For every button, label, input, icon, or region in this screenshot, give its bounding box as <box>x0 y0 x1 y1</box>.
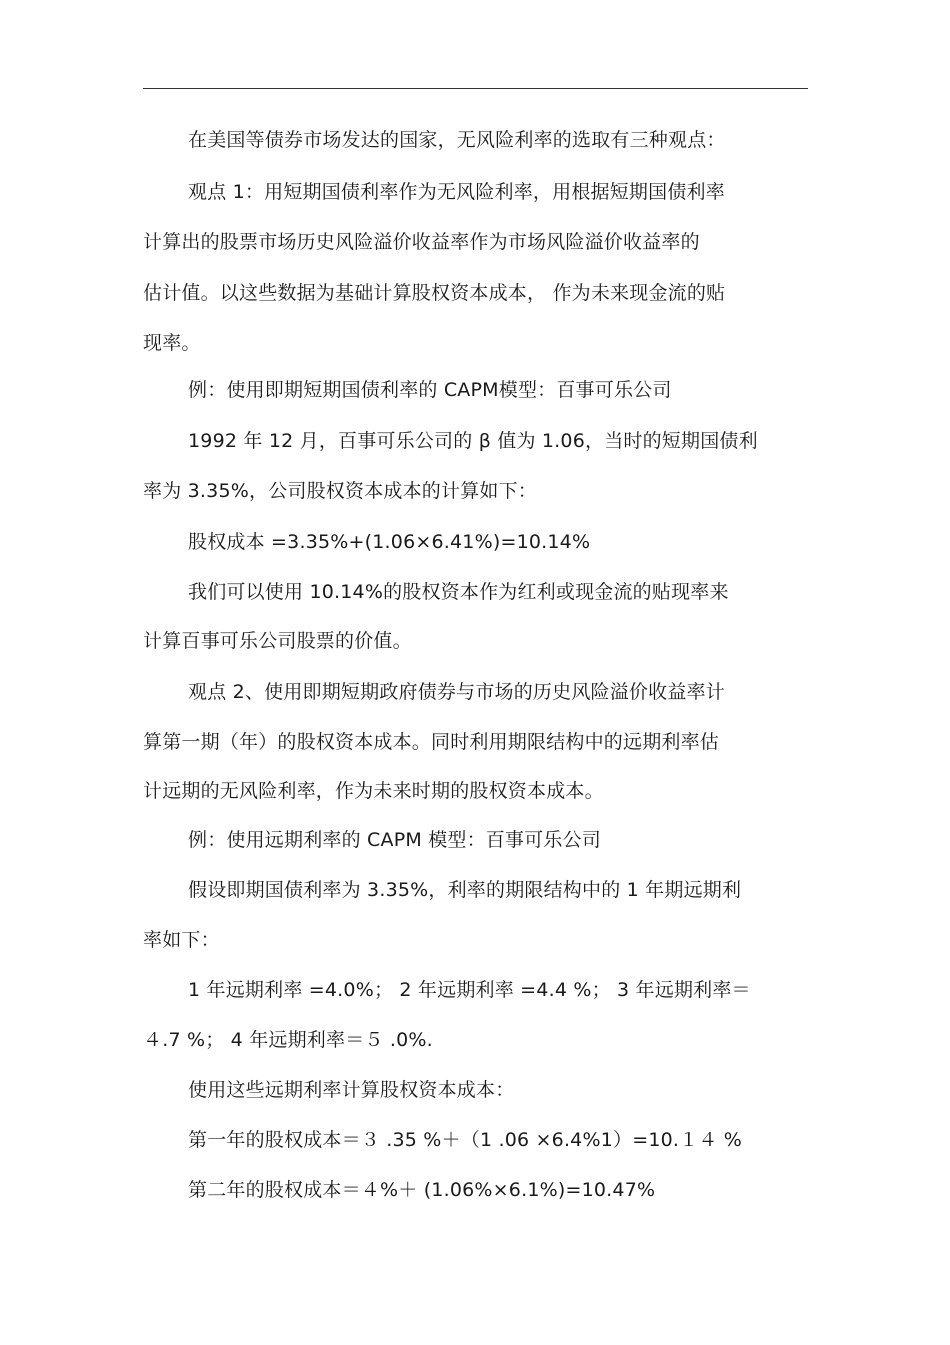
paragraph-line: 计远期的无风险利率，作为未来时期的股权资本成本。 <box>143 780 604 802</box>
header-rule <box>143 88 808 89</box>
formula-line: 第一年的股权成本＝３ .35 %＋（1 .06 ×6.4%1）=10.１４ % <box>188 1129 743 1151</box>
paragraph-line: 估计值。以这些数据为基础计算股权资本成本， 作为未来现金流的贴 <box>143 282 726 304</box>
formula-line: 股权成本 =3.35%+(1.06×6.41%)=10.14% <box>188 531 591 553</box>
paragraph-line: ４.7 %； 4 年远期利率＝５ .0%. <box>143 1029 433 1051</box>
paragraph-line: 率为 3.35%，公司股权资本成本的计算如下： <box>143 480 537 502</box>
paragraph-line: 算第一期（年）的股权资本成本。同时利用期限结构中的远期利率估 <box>143 731 720 753</box>
paragraph-line: 1 年远期利率 =4.0%； 2 年远期利率 =4.4 %； 3 年远期利率＝ <box>188 979 751 1001</box>
paragraph-line: 1992 年 12 月，百事可乐公司的 β 值为 1.06，当时的短期国债利 <box>188 430 758 452</box>
paragraph-line: 观点 1：用短期国债利率作为无风险利率，用根据短期国债利率 <box>188 181 725 203</box>
paragraph-line: 率如下： <box>143 929 220 951</box>
paragraph-line: 在美国等债券市场发达的国家，无风险利率的选取有三种观点： <box>188 129 726 151</box>
paragraph-line: 我们可以使用 10.14%的股权资本作为红利或现金流的贴现率来 <box>188 581 729 603</box>
paragraph-line: 观点 2、使用即期短期政府债券与市场的历史风险溢价收益率计 <box>188 681 725 703</box>
paragraph-line: 现率。 <box>143 332 201 354</box>
paragraph-line: 使用这些远期利率计算股权资本成本： <box>188 1079 515 1101</box>
paragraph-line: 计算百事可乐公司股票的价值。 <box>143 630 412 652</box>
paragraph-line: 例：使用远期利率的 CAPM 模型：百事可乐公司 <box>188 829 601 851</box>
paragraph-line: 假设即期国债利率为 3.35%，利率的期限结构中的 1 年期远期利 <box>188 879 742 901</box>
formula-line: 第二年的股权成本＝４%＋ (1.06%×6.1%)=10.47% <box>188 1179 656 1201</box>
paragraph-line: 计算出的股票市场历史风险溢价收益率作为市场风险溢价收益率的 <box>143 231 700 253</box>
paragraph-line: 例：使用即期短期国债利率的 CAPM模型：百事可乐公司 <box>188 379 672 401</box>
